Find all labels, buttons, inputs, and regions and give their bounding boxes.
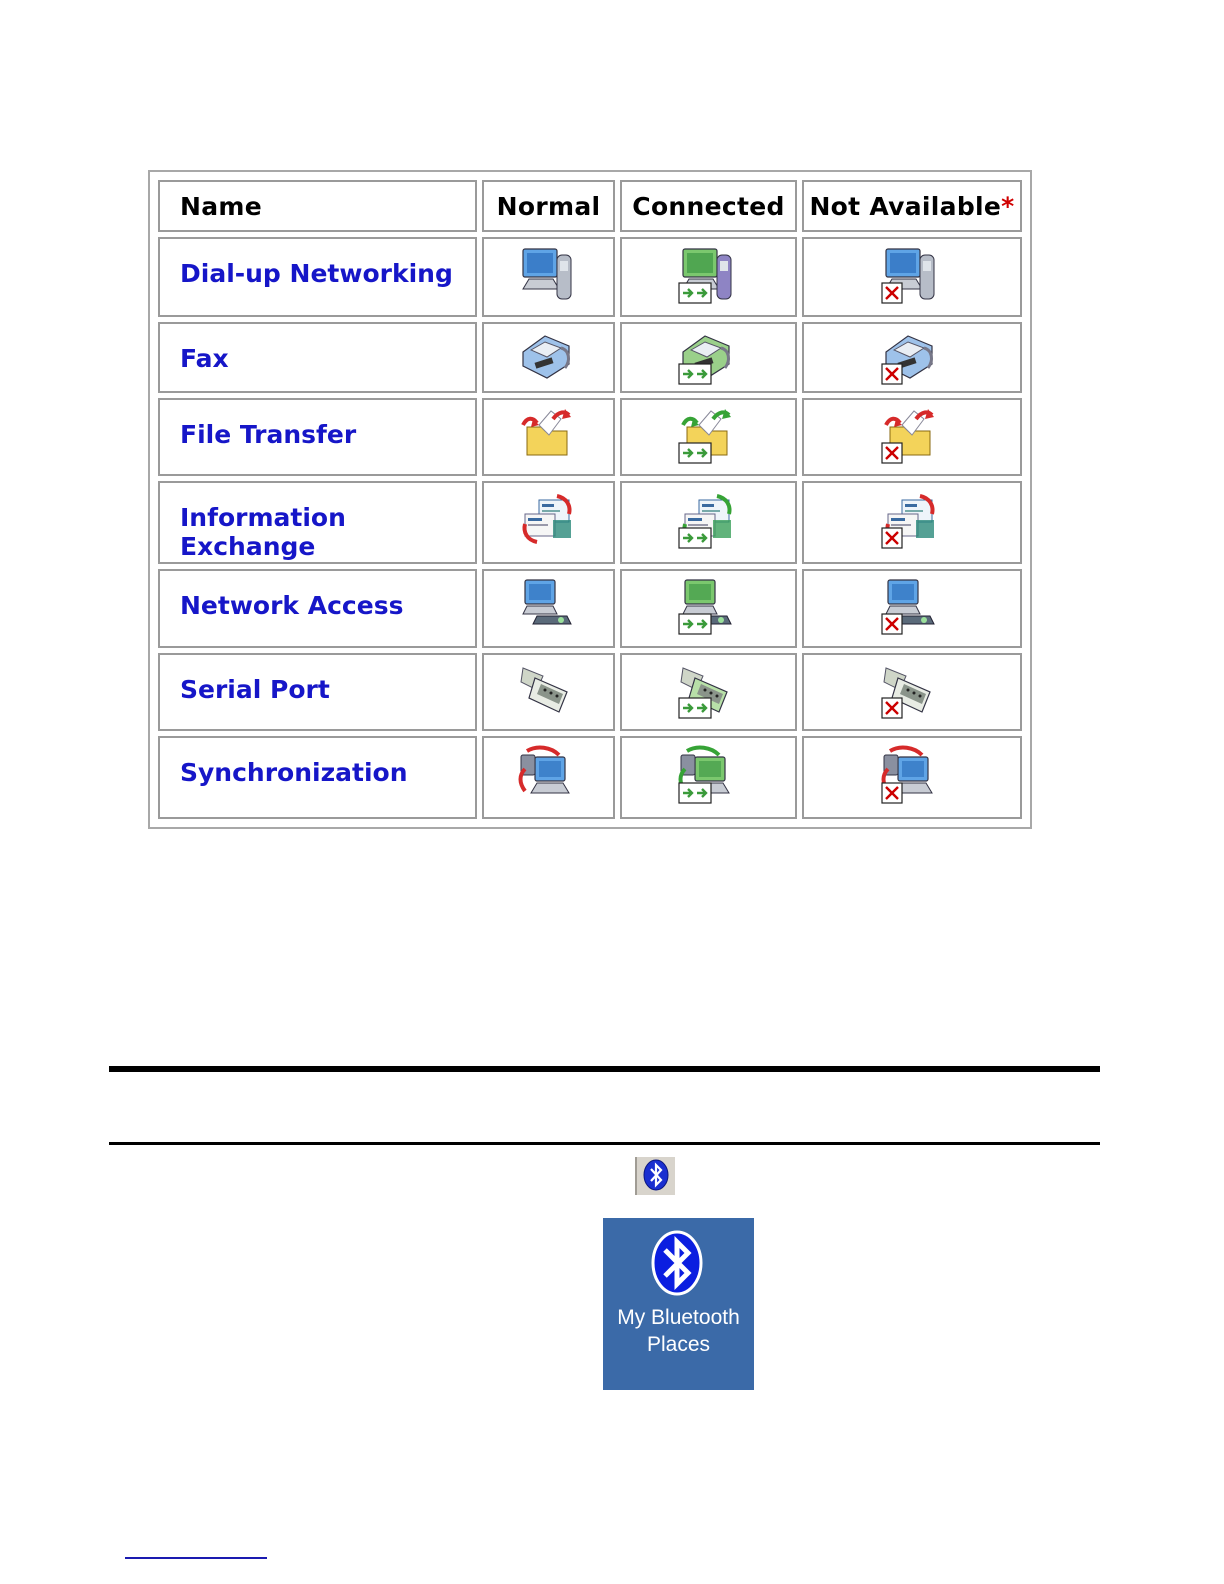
fax-machine-icon — [677, 326, 741, 390]
icon-cell-connected — [620, 322, 797, 393]
icon-cell-normal — [482, 398, 615, 476]
computer-phone-icon — [517, 245, 581, 309]
icon-cell-not-available — [802, 481, 1022, 563]
header-normal: Normal — [482, 180, 615, 232]
table-row — [158, 237, 1022, 317]
icon-cell-normal — [482, 569, 615, 648]
icon-cell-not-available — [802, 237, 1022, 317]
header-name: Name — [158, 180, 477, 232]
fax-machine-icon — [880, 326, 944, 390]
icon-cell-not-available — [802, 398, 1022, 476]
service-name-link[interactable]: Fax — [158, 322, 477, 393]
icon-cell-connected — [620, 736, 797, 819]
icon-cell-normal — [482, 653, 615, 731]
service-name-link[interactable]: Synchronization — [158, 736, 477, 819]
serial-connector-icon — [517, 660, 581, 724]
fax-machine-icon — [517, 326, 581, 390]
sync-computer-icon — [517, 745, 581, 809]
business-card-exchange-icon — [880, 490, 944, 554]
table-row — [158, 481, 1022, 563]
network-computer-icon — [677, 576, 741, 640]
table-row — [158, 653, 1022, 731]
table-row — [158, 322, 1022, 393]
network-computer-icon — [517, 576, 581, 640]
bluetooth-tray-icon[interactable] — [635, 1157, 675, 1195]
computer-phone-icon — [677, 245, 741, 309]
bluetooth-icon — [642, 1159, 670, 1191]
section-divider-thick — [109, 1066, 1100, 1072]
sync-computer-icon — [677, 745, 741, 809]
table-row — [158, 569, 1022, 648]
computer-phone-icon — [880, 245, 944, 309]
footer-link-underline — [125, 1557, 267, 1559]
service-name-link[interactable]: Serial Port — [158, 653, 477, 731]
network-computer-icon — [880, 576, 944, 640]
my-bluetooth-places-desktop-icon[interactable] — [603, 1218, 754, 1390]
icon-cell-connected — [620, 237, 797, 317]
icon-cell-not-available — [802, 322, 1022, 393]
icon-cell-not-available — [802, 736, 1022, 819]
header-not-available-label: Not Available — [809, 191, 1002, 221]
desktop-icon-label-line1: My Bluetooth — [617, 1306, 740, 1329]
icon-cell-normal — [482, 736, 615, 819]
sync-computer-icon — [880, 745, 944, 809]
icon-cell-not-available — [802, 653, 1022, 731]
table-row — [158, 736, 1022, 819]
service-name-link[interactable]: File Transfer — [158, 398, 477, 476]
business-card-exchange-icon — [677, 490, 741, 554]
icon-cell-connected — [620, 653, 797, 731]
icon-cell-connected — [620, 398, 797, 476]
serial-connector-icon — [677, 660, 741, 724]
table-row — [158, 398, 1022, 476]
business-card-exchange-icon — [517, 490, 581, 554]
table-header-row — [158, 180, 1022, 232]
serial-connector-icon — [880, 660, 944, 724]
desktop-icon-label — [603, 1304, 754, 1358]
services-table — [148, 170, 1032, 829]
service-name-link[interactable]: Dial-up Networking — [158, 237, 477, 317]
folder-transfer-icon — [880, 405, 944, 469]
bluetooth-icon — [647, 1230, 707, 1296]
folder-transfer-icon — [517, 405, 581, 469]
icon-cell-normal — [482, 322, 615, 393]
header-not-available — [802, 180, 1022, 232]
icon-cell-connected — [620, 569, 797, 648]
icon-cell-normal — [482, 481, 615, 563]
asterisk-footnote-mark: * — [1001, 191, 1015, 221]
service-name-link[interactable]: Information Exchange — [158, 481, 477, 563]
desktop-icon-label-line2: Places — [646, 1333, 711, 1356]
section-divider-thin — [109, 1142, 1100, 1145]
icon-cell-connected — [620, 481, 797, 563]
header-connected: Connected — [620, 180, 797, 232]
service-name-link[interactable]: Network Access — [158, 569, 477, 648]
icon-cell-normal — [482, 237, 615, 317]
folder-transfer-icon — [677, 405, 741, 469]
icon-cell-not-available — [802, 569, 1022, 648]
